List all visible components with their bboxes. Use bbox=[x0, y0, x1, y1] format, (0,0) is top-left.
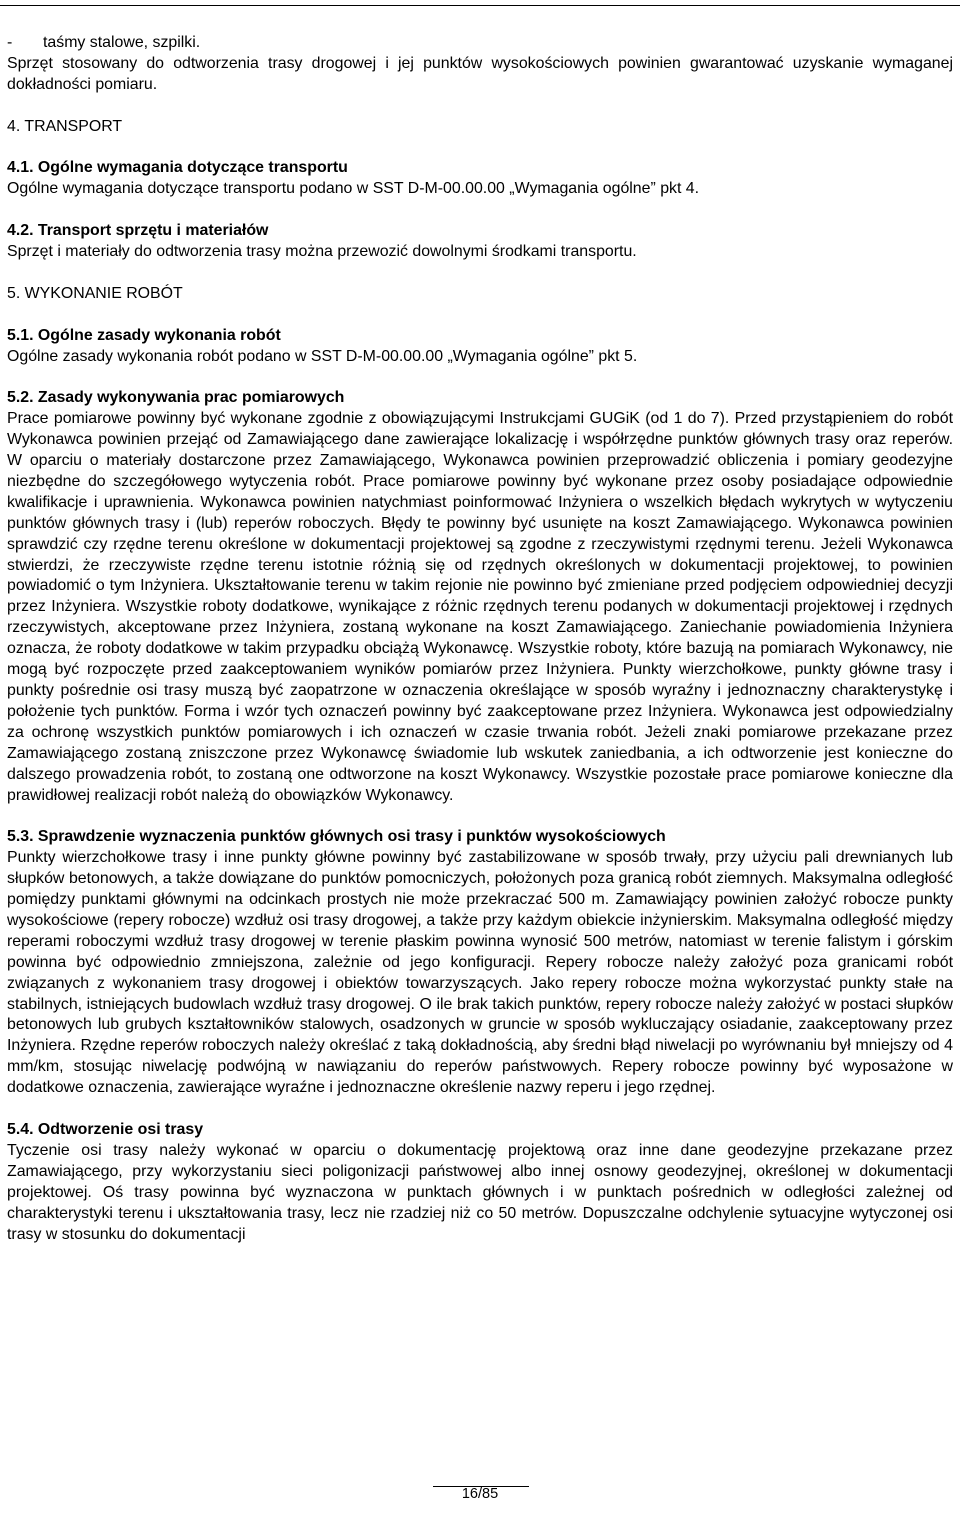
section-5-3-text: Punkty wierzchołkowe trasy i inne punkty główne powinny być zastabilizowane w sposób trwały, przy użyciu pali drewnianych lub słupków betonowych, a także dowiązane do punktów pomocniczych, położonych poza granicą robót ziemnych. Maksymalna odległość pomiędzy punktami głównymi na odcinkach prostych nie może przekraczać 500 m. Zamawiający powinien założyć robocze punkty wysokościowe (repery robocze) wzdłuż osi trasy drogowej, a także przy każdym obiekcie inżynierskim. Maksymalna odległość między reperami roboczymi wzdłuż trasy drogowej w terenie płaskim powinna wynosić 500 metrów, natomiast w terenie falistym i górskim powinna być odpowiednio zmniejszona, zależnie od jego konfiguracji. Repery robocze należy założyć poza granicami robót związanych z wykonaniem trasy drogowej i obiektów towarzyszących. Jako repery robocze można wykorzystać punkty stałe na stabilnych, istniejących budowlach wzdłuż trasy drogowej. O ile brak takich punktów, repery robocze należy założyć w postaci słupków betonowych lub grubych kształtowników stalowych, osadzonych w gruncie w sposób wykluczający osiadanie, zaakceptowany przez Inżyniera. Rzędne reperów roboczych należy określać z taką dokładnością, aby średni błąd niwelacji po wyrównaniu był mniejszy od 4 mm/km, stosując niwelację podwójną w nawiązaniu do reperów państwowych. Repery robocze powinny być wyposażone w dodatkowe oznaczenia, zawierające wyraźne i jednoznaczne określenie nazwy reperu i jego rzędnej. bbox=[7, 849, 953, 1097]
section-5-1-heading: 5.1. Ogólne zasady wykonania robót bbox=[7, 326, 281, 344]
section-4-1-text: Ogólne wymagania dotyczące transportu podano w SST D-M-00.00.00 „Wymagania ogólne” pkt 4. bbox=[7, 180, 700, 198]
intro-paragraph: Sprzęt stosowany do odtworzenia trasy drogowej i jej punktów wysokościowych powinien gwarantować uzyskanie wymaganej dokładności pomiaru. bbox=[7, 54, 953, 93]
section-5-4-heading: 5.4. Odtworzenie osi trasy bbox=[7, 1121, 204, 1138]
list-item-text: taśmy stalowe, szpilki. bbox=[43, 34, 201, 51]
section-5-4-text: Tyczenie osi trasy należy wykonać w oparciu o dokumentację projektową oraz inne dane geodezyjne przekazane przez Zamawiającego, przy wykorzystaniu sieci poligonizacji państwowej albo innej osnowy geodezyjnej, określonej w dokumentacji projektowej. Oś trasy powinna być wyznaczona w punktach głównych i w punktach pośrednich w odległości zależnej od charakterystyki terenu i ukształtowania trasy, lecz nie rzadziej niż co 50 metrów. Dopuszczalne odchylenie sytuacyjne wytyczonej osi trasy w stosunku do dokumentacji bbox=[7, 1141, 953, 1243]
section-4-1-heading: 4.1. Ogólne wymagania dotyczące transportu bbox=[7, 159, 348, 177]
section-4-2-text: Sprzęt i materiały do odtworzenia trasy można przewozić dowolnymi środkami transportu. bbox=[7, 243, 637, 261]
list-dash: - bbox=[7, 34, 13, 51]
header-rule bbox=[0, 5, 960, 6]
section-4-2-heading: 4.2. Transport sprzętu i materiałów bbox=[7, 222, 269, 240]
section-4-heading: 4. TRANSPORT bbox=[7, 117, 123, 135]
section-5-3-heading: 5.3. Sprawdzenie wyznaczenia punktów głównych osi trasy i punktów wysokościowych bbox=[7, 828, 666, 846]
list-item bbox=[7, 33, 953, 54]
section-5-heading: 5. WYKONANIE ROBÓT bbox=[7, 284, 183, 302]
document-page bbox=[7, 33, 953, 1245]
page-number: 16/85 bbox=[461, 1486, 499, 1502]
section-5-2-heading: 5.2. Zasady wykonywania prac pomiarowych bbox=[7, 389, 345, 407]
section-5-1-text: Ogólne zasady wykonania robót podano w SST D-M-00.00.00 „Wymagania ogólne” pkt 5. bbox=[7, 347, 638, 365]
section-5-2-text: Prace pomiarowe powinny być wykonane zgodnie z obowiązującymi Instrukcjami GUGiK (od 1 do 7). Przed przystąpieniem do robót Wykonawca powinien przejąć od Zamawiającego dane zawierające lokalizację i współrzędne punktów głównych trasy oraz reperów. W oparciu o materiały dostarczone przez Zamawiającego, Wykonawca powinien przeprowadzić obliczenia i pomiary geodezyjne niezbędne do szczegółowego wytyczenia robót. Prace pomiarowe powinny być wykonane przez osoby posiadające odpowiednie kwalifikacje i uprawnienia. Wykonawca powinien natychmiast poinformować Inżyniera o wszelkich błędach wykrytych w wytyczeniu punktów głównych trasy i (lub) reperów roboczych. Błędy te powinny być usunięte na koszt Zamawiającego. Wykonawca powinien sprawdzić czy rzędne terenu określone w dokumentacji projektowej są zgodne z rzeczywistymi rzędnymi terenu. Jeżeli Wykonawca stwierdzi, że rzeczywiste rzędne terenu istotnie różnią się od rzędnych określonych w dokumentacji projektowej, to powinien powiadomić o tym Inżyniera. Ukształtowanie terenu w takim rejonie nie powinno być zmieniane przed podjęciem odpowiedniej decyzji przez Inżyniera. Wszystkie roboty dodatkowe, wynikające z różnic rzędnych terenu podanych w dokumentacji projektowej i rzędnych rzeczywistych, akceptowane przez Inżyniera, zostaną wykonane na koszt Zamawiającego. Zaniechanie powiadomienia Inżyniera oznacza, że roboty dodatkowe w takim przypadku obciążą Wykonawcę. Wszystkie roboty, które bazują na pomiarach Wykonawcy, nie mogą być rozpoczęte przed zaakceptowaniem wyników pomiarów przez Inżyniera. Punkty wierzchołkowe, punkty główne trasy i punkty pośrednie osi trasy muszą być zaopatrzone w oznaczenia określające w sposób wyraźny i jednoznaczny charakterystykę i położenie tych punktów. Forma i wzór tych oznaczeń powinny być zaakceptowane przez Inżyniera. Wykonawca jest odpowiedzialny za ochronę wszystkich punktów pomiarowych i ich oznaczeń w czasie trwania robót. Jeżeli znaki pomiarowe przekazane przez Zamawiającego zostaną zniszczone przez Wykonawcę świadomie lub wskutek zaniedbania, a ich odtworzenie jest konieczne do dalszego prowadzenia robót, to zostaną one odtworzone na koszt Wykonawcy. Wszystkie pozostałe prace pomiarowe konieczne dla prawidłowej realizacji robót należą do obowiązków Wykonawcy. bbox=[7, 410, 953, 804]
